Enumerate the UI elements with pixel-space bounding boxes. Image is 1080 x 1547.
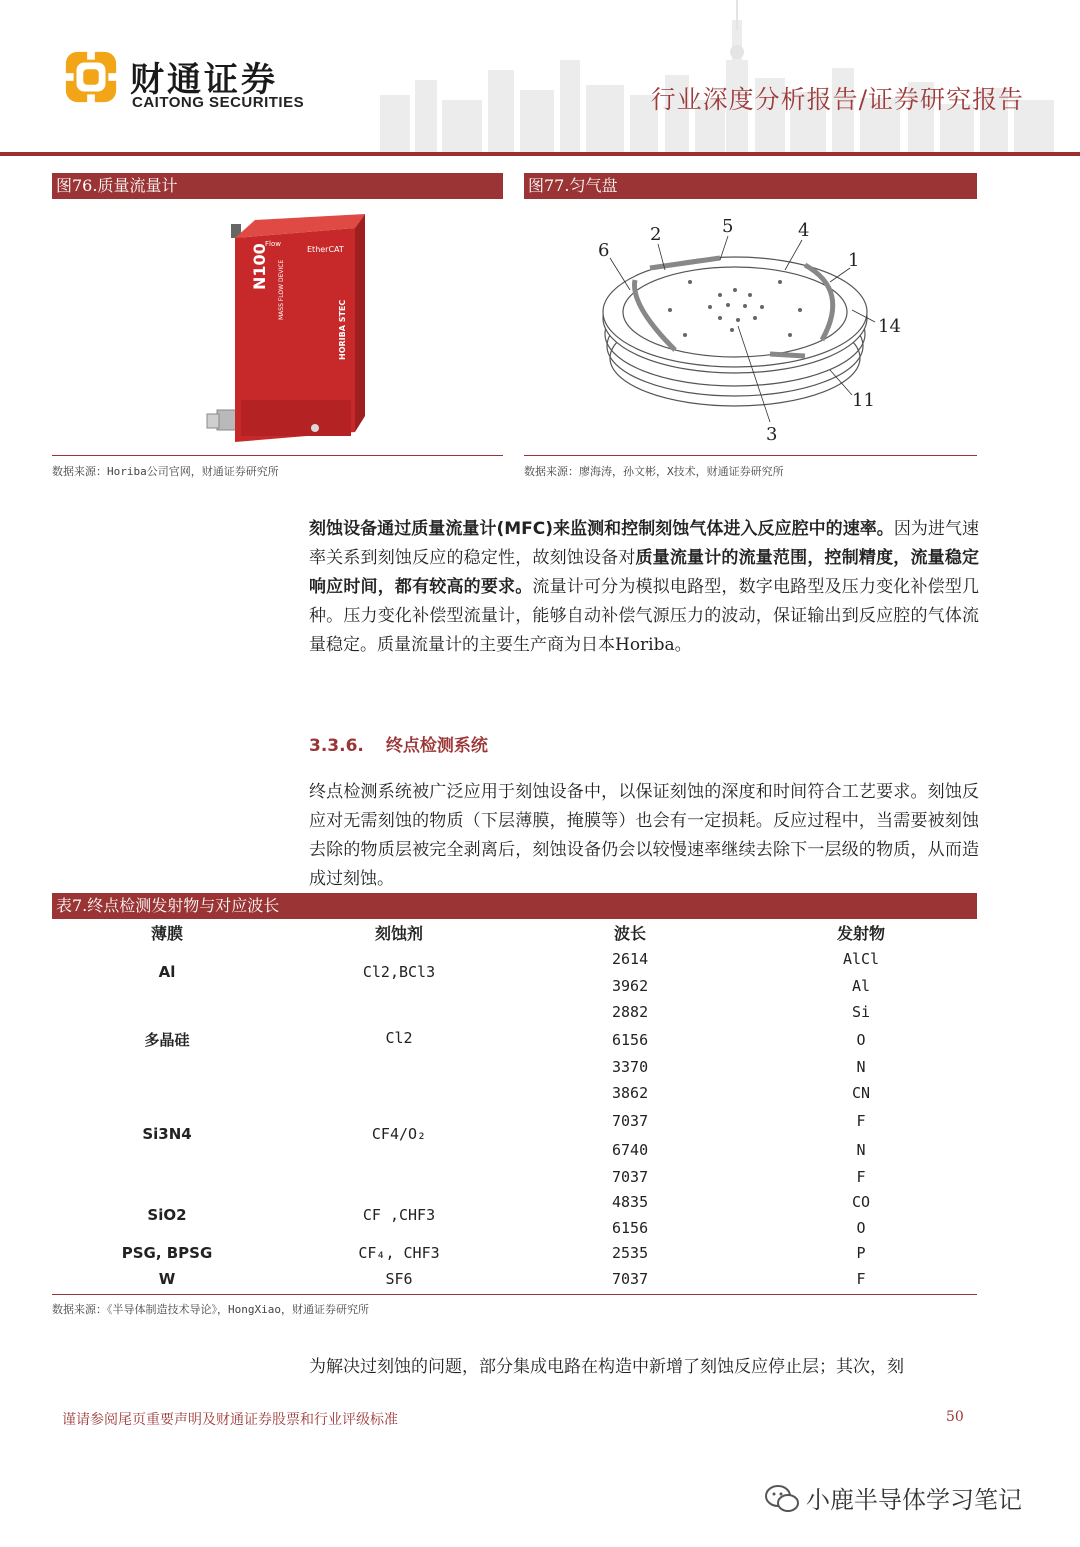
company-name-cn: 财通证券: [130, 60, 278, 100]
device-flow-label: Flow: [265, 240, 281, 248]
table-cell-wavelength: 2535: [612, 1244, 649, 1262]
figure-76-source: 数据来源：Horiba公司官网，财通证券研究所: [52, 465, 279, 478]
paragraph-mfc-bold-1: 刻蚀设备通过质量流量计(MFC)来监测和控制刻蚀气体进入反应腔中的速率。: [309, 519, 894, 539]
table-cell-wavelength: 6156: [612, 1031, 649, 1049]
mass-flow-controller-image: [195, 210, 395, 450]
figure-77-rule: [524, 455, 977, 456]
paragraph-mfc-text-1: 因为进气速率关系到刻蚀反应的稳定性，故刻蚀设备对: [309, 519, 980, 568]
table-cell-emitter: P: [856, 1244, 866, 1262]
table-cell-emitter: CO: [851, 1193, 871, 1211]
wechat-icon: [764, 1484, 800, 1514]
paragraph-mfc: [309, 515, 979, 660]
footer-disclaimer: 谨请参阅尾页重要声明及财通证券股票和行业评级标准: [62, 1412, 398, 1428]
table-cell-film: Al: [158, 963, 176, 981]
table-7-title: 表7.终点检测发射物与对应波长: [52, 893, 977, 919]
table-cell-wavelength: 7037: [612, 1168, 649, 1186]
table-cell-etchant: CF4/O₂: [371, 1125, 427, 1143]
table-cell-etchant: CF₄, CHF3: [358, 1244, 440, 1262]
paragraph-mfc-text-2: 流量计可分为模拟电路型，数字电路型及压力变化补偿型几种。压力变化补偿型流量计，能够自动补偿气源压力的波动，保证输出到反应腔的气体流量稳定。质量流量计的主要生产商为日本Horiba。: [309, 577, 980, 655]
callout-2: 2: [650, 224, 662, 245]
gas-distribution-plate-diagram: [590, 210, 910, 445]
table-cell-wavelength: 2614: [612, 950, 649, 968]
table-cell-wavelength: 2882: [612, 1003, 649, 1021]
table-cell-emitter: CN: [851, 1084, 871, 1102]
table-cell-wavelength: 3862: [612, 1084, 649, 1102]
report-type: 行业深度分析报告/证券研究报告: [650, 85, 1024, 114]
table-cell-emitter: F: [856, 1112, 866, 1130]
table-cell-emitter: F: [856, 1168, 866, 1186]
company-name-en: CAITONG SECURITIES: [132, 94, 305, 111]
table-header-emitter: 发射物: [836, 924, 886, 943]
table-cell-emitter: AlCl: [842, 950, 880, 968]
table-cell-film: PSG, BPSG: [121, 1244, 213, 1262]
table-cell-wavelength: 7037: [612, 1270, 649, 1288]
table-cell-emitter: Al: [851, 977, 871, 995]
table-7-rule: [52, 1294, 977, 1295]
device-brand-label: HORIBA STEC: [338, 299, 347, 360]
table-cell-wavelength: 3370: [612, 1058, 649, 1076]
table-cell-film: Si3N4: [142, 1125, 192, 1143]
table-cell-wavelength: 7037: [612, 1112, 649, 1130]
section-number: 3.3.6.: [309, 736, 364, 756]
callout-5: 5: [722, 216, 734, 237]
device-model-label: N100: [250, 243, 269, 290]
callout-1: 1: [848, 250, 860, 271]
table-cell-emitter: F: [856, 1270, 866, 1288]
table-cell-emitter: N: [856, 1058, 866, 1076]
table-cell-wavelength: 6156: [612, 1219, 649, 1237]
section-heading: [309, 731, 488, 756]
callout-4: 4: [798, 220, 810, 241]
figure-76-title: 图76.质量流量计: [52, 173, 503, 199]
figure-77-title: 图77.匀气盘: [524, 173, 977, 199]
table-header-film: 薄膜: [150, 924, 184, 943]
table-7-source: 数据来源：《半导体制造技术导论》，HongXiao，财通证券研究所: [52, 1303, 369, 1316]
table-cell-film: 多晶硅: [144, 1031, 190, 1049]
caitong-logo-icon: [62, 48, 120, 106]
paragraph-overetch: 为解决过刻蚀的问题，部分集成电路在构造中新增了刻蚀反应停止层；其次，刻: [309, 1357, 904, 1377]
callout-6: 6: [598, 240, 610, 261]
table-7: [52, 919, 977, 1294]
city-skyline-decoration: [360, 0, 1080, 155]
device-type-label: MASS FLOW DEVICE: [278, 259, 285, 320]
header-rule: [0, 152, 1080, 156]
table-cell-emitter: O: [856, 1219, 866, 1237]
section-title: 终点检测系统: [385, 736, 488, 756]
page-number: 50: [946, 1409, 964, 1425]
table-cell-etchant: Cl2,BCl3: [362, 963, 436, 981]
figure-77-source: 数据来源：廖海涛，孙文彬，X技术，财通证券研究所: [524, 465, 784, 478]
paragraph-endpoint: 终点检测系统被广泛应用于刻蚀设备中，以保证刻蚀的深度和时间符合工艺要求。刻蚀反应对无需刻蚀的物质（下层薄膜，掩膜等）也会有一定损耗。反应过程中，当需要被刻蚀去除的物质层被完全剥离后，刻蚀设备仍会以较慢速率继续去除下一层级的物质，从而造成过刻蚀。: [309, 782, 979, 889]
table-cell-etchant: SF6: [385, 1270, 413, 1288]
device-ethercat-label: EtherCAT: [307, 245, 344, 254]
table-cell-emitter: N: [856, 1141, 866, 1159]
paragraph-mfc-bold-2: 质量流量计的流量范围，控制精度，流量稳定响应时间，都有较高的要求。: [309, 548, 979, 597]
callout-11: 11: [852, 390, 875, 411]
table-cell-wavelength: 4835: [612, 1193, 649, 1211]
watermark-text: 小鹿半导体学习笔记: [806, 1486, 1022, 1514]
table-cell-etchant: CF ,CHF3: [362, 1206, 436, 1224]
callout-14: 14: [878, 316, 901, 337]
table-header-etchant: 刻蚀剂: [374, 924, 424, 943]
table-cell-film: W: [158, 1270, 176, 1288]
table-cell-film: SiO2: [147, 1206, 187, 1224]
figure-76-rule: [52, 455, 503, 456]
callout-3: 3: [766, 424, 778, 445]
table-header-wavelength: 波长: [613, 924, 647, 943]
table-cell-etchant: Cl2: [385, 1029, 413, 1047]
table-cell-emitter: O: [856, 1031, 866, 1049]
table-cell-emitter: Si: [851, 1003, 871, 1021]
table-cell-wavelength: 6740: [612, 1141, 649, 1159]
table-cell-wavelength: 3962: [612, 977, 649, 995]
